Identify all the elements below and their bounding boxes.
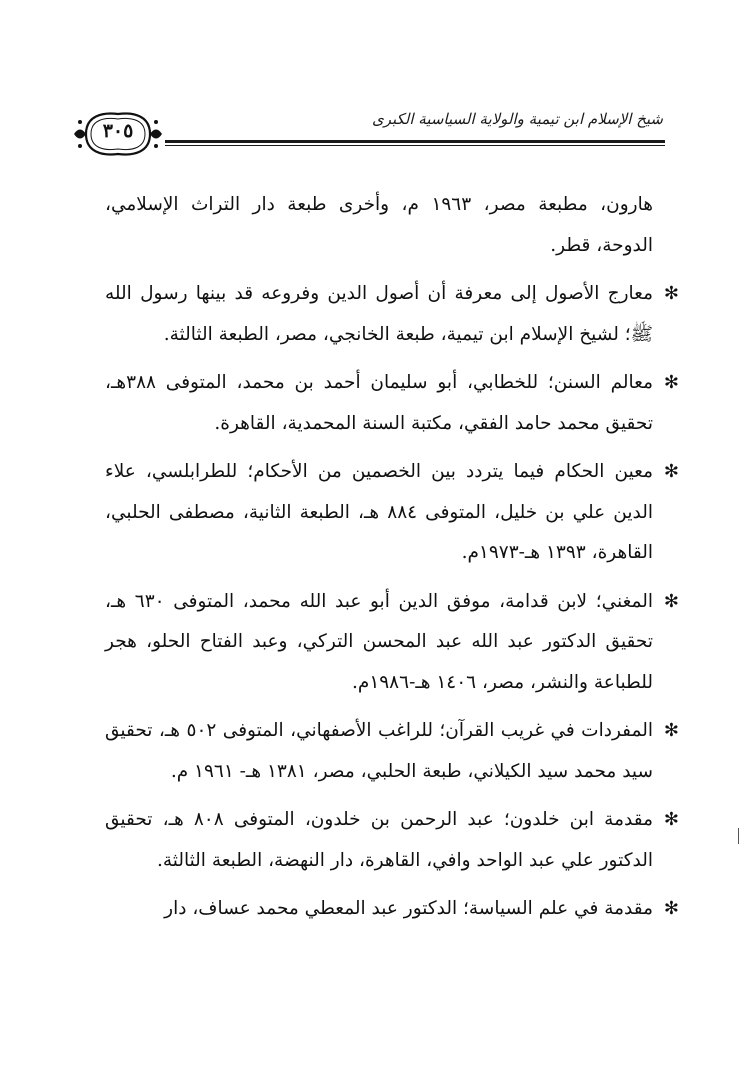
asterisk-bullet-icon: ✻ (663, 590, 679, 612)
asterisk-bullet-icon: ✻ (663, 898, 679, 919)
bibliography-entry (105, 363, 679, 444)
running-title: شيخ الإسلام ابن تيمية والولاية السياسية الكبرى (371, 110, 663, 128)
entry-text: معالم السنن؛ للخطابي، أبو سليمان أحمد بن محمد، المتوفى ٣٨٨هـ، تحقيق محمد حامد الفقي، مكتبة السنة المحمدية، القاهرة. (105, 372, 653, 434)
entry-text: معين الحكام فيما يتردد بين الخصمين من الأحكام؛ للطرابلسي، علاء الدين علي بن خليل، المتوفى ٨٨٤ هـ، الطبعة الثانية، مصطفى الحلبي، القاهرة، ١٣٩٣ هـ-١٩٧٣م. (105, 461, 653, 563)
entry-text: معارج الأصول إلى معرفة أن أصول الدين وفروعه قد بينها رسول الله ﷺ؛ لشيخ الإسلام ابن تيمية، طبعة الخانجي، مصر، الطبعة الثالثة. (105, 283, 653, 345)
entry-text: مقدمة في علم السياسة؛ الدكتور عبد المعطي محمد عساف، دار (164, 898, 653, 919)
page-number-ornament (72, 108, 164, 160)
asterisk-bullet-icon: ✻ (663, 372, 679, 393)
bibliography-list (105, 185, 679, 930)
asterisk-bullet-icon: ✻ (663, 720, 679, 741)
asterisk-bullet-icon: ✻ (663, 809, 679, 830)
asterisk-bullet-icon: ✻ (663, 283, 679, 304)
asterisk-bullet-icon: ✻ (663, 461, 679, 482)
bibliography-entry (105, 582, 679, 704)
bibliography-entry (105, 274, 679, 355)
bibliography-entry (105, 711, 679, 792)
entry-text: المغني؛ لابن قدامة، موفق الدين أبو عبد الله محمد، المتوفى ٦٣٠ هـ، تحقيق الدكتور عبد الله عبد المحسن التركي، وعبد الفتاح الحلو، هجر للطباعة والنشر، مصر، ١٤٠٦ هـ-١٩٨٦م. (105, 590, 653, 693)
entry-text: المفردات في غريب القرآن؛ للراغب الأصفهاني، المتوفى ٥٠٢ هـ، تحقيق سيد محمد سيد الكيلاني، طبعة الحلبي، مصر، ١٣٨١ هـ- ١٩٦١ م. (105, 720, 653, 782)
bibliography-entry (105, 889, 679, 930)
header-rule-thin (165, 145, 665, 146)
header-rule-thick (165, 140, 665, 143)
bibliography-entry (105, 800, 679, 881)
page-number: ٣٠٥ (102, 120, 134, 142)
entry-text: مقدمة ابن خلدون؛ عبد الرحمن بن خلدون، المتوفى ٨٠٨ هـ، تحقيق الدكتور علي عبد الواحد وافي، القاهرة، دار النهضة، الطبعة الثالثة. (105, 809, 653, 871)
margin-mark (738, 828, 739, 844)
bibliography-entry (105, 452, 679, 574)
continuation-text: هارون، مطبعة مصر، ١٩٦٣ م، وأخرى طبعة دار التراث الإسلامي، الدوحة، قطر. (105, 194, 653, 256)
